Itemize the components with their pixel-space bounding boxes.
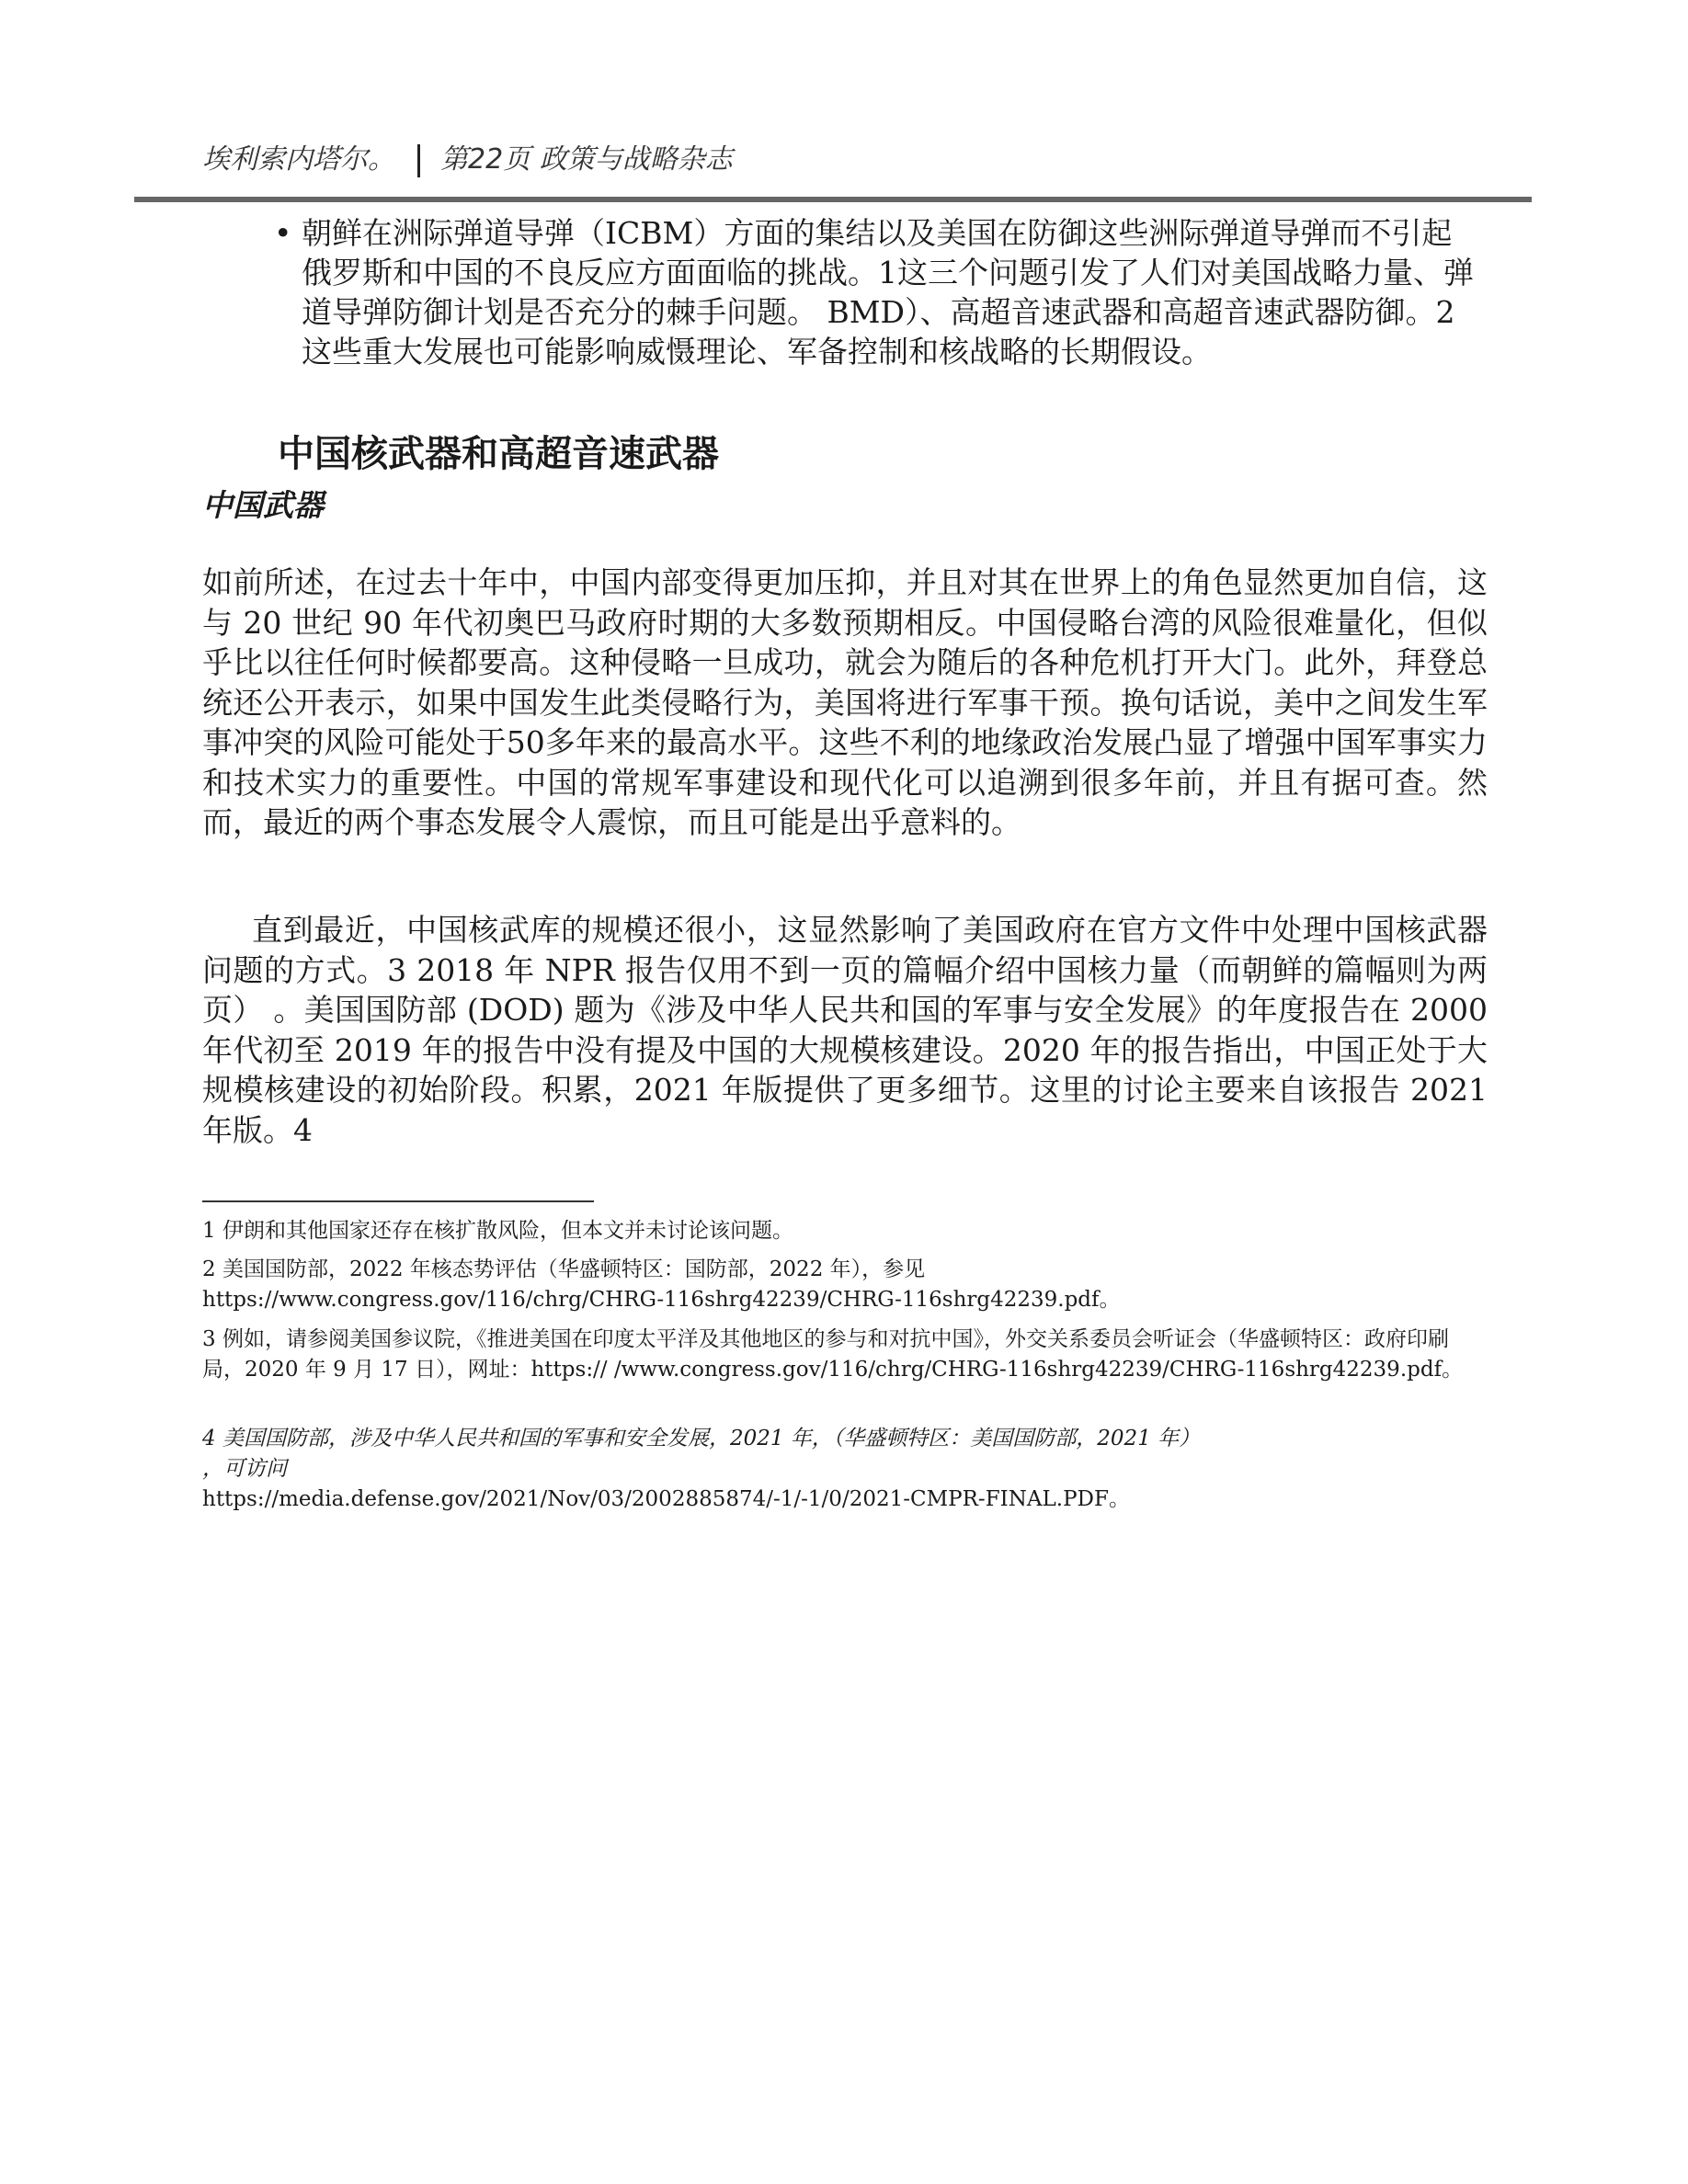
footnote-4-link: https://media.defense.gov/2021/Nov/03/2002885874/-1/-1/0/2021-CMPR-FINAL.PDF。 [202,1487,1130,1511]
bullet-text: 朝鲜在洲际弹道导弹（ICBM）方面的集结以及美国在防御这些洲际弹道导弹而不引起俄罗斯和中国的不良反应方面面临的挑战。1这三个问题引发了人们对美国战略力量、弹道导弹防御计划是否充分的棘手问题。 BMD）、高超音速武器和高超音速武器防御。2这些重大发展也可能影响威慑理论、军备控制和核战略的长期假设。 [302,215,1474,370]
footnote-2 [202,1255,1489,1315]
paragraph-2: 直到最近，中国核武库的规模还很小，这显然影响了美国政府在官方文件中处理中国核武器问题的方式。3 2018 年 NPR 报告仅用不到一页的篇幅介绍中国核力量（而朝鲜的篇幅则为两页） 。美国国防部 (DOD) 题为《涉及中华人民共和国的军事与安全发展》的年度报告在 2000 年代初至 2019 年的报告中没有提及中国的大规模核建设。2020 年的报告指出，中国正处于大规模核建设的初始阶段。积累，2021 年版提供了更多细节。这里的讨论主要来自该报告 2021 年版。4 [202,912,1488,1148]
footnote-rule [202,1200,594,1202]
section-title: 中国核武器和高超音速武器 [278,433,719,475]
paragraph-1: 如前所述，在过去十年中，中国内部变得更加压抑，并且对其在世界上的角色显然更加自信，这与 20 世纪 90 年代初奥巴马政府时期的大多数预期相反。中国侵略台湾的风险很难量化，但似乎比以往任何时候都要高。这种侵略一旦成功，就会为随后的各种危机打开大门。此外，拜登总统还公开表示，如果中国发生此类侵略行为，美国将进行军事干预。换句话说，美中之间发生军事冲突的风险可能处于50多年来的最高水平。这些不利的地缘政治发展凸显了增强中国军事实力和技术实力的重要性。中国的常规军事建设和现代化可以追溯到很多年前，并且有据可查。然而，最近的两个事态发展令人震惊，而且可能是出乎意料的。 [202,564,1488,840]
header-page-journal: 第22页 政策与战略杂志 [440,143,733,176]
bullet-item [274,213,1480,371]
footnote-4-text: 4 美国国防部，涉及中华人民共和国的军事和安全发展，2021 年，（华盛顿特区：美国国防部，2021 年） [202,1427,1201,1450]
footnote-2-link: https://www.congress.gov/116/chrg/CHRG-116shrg42239/CHRG-116shrg42239.pdf。 [202,1288,1121,1312]
footnote-2-text: 2 美国国防部，2022 年核态势评估（华盛顿特区：国防部，2022 年），参见 [202,1257,926,1281]
footnote-4-access: ，可访问 [202,1457,287,1481]
footnote-4 [202,1424,1489,1515]
bullet-dot-icon: • [274,215,292,251]
header-rule [134,197,1532,202]
subsection-title: 中国武器 [202,487,324,523]
header-separator [417,144,420,177]
running-header [202,136,733,177]
header-author: 埃利索内塔尔。 [202,143,395,176]
footnote-3: 3 例如，请参阅美国参议院，《推进美国在印度太平洋及其他地区的参与和对抗中国》，外交关系委员会听证会（华盛顿特区：政府印刷局，2020 年 9 月 17 日），网址：https:// /www.congress.gov/116/chrg/CHRG-116shrg42239/CHRG-116shrg42239.pdf。 [202,1327,1464,1382]
footnote-1: 1 伊朗和其他国家还存在核扩散风险，但本文并未讨论该问题。 [202,1219,793,1243]
